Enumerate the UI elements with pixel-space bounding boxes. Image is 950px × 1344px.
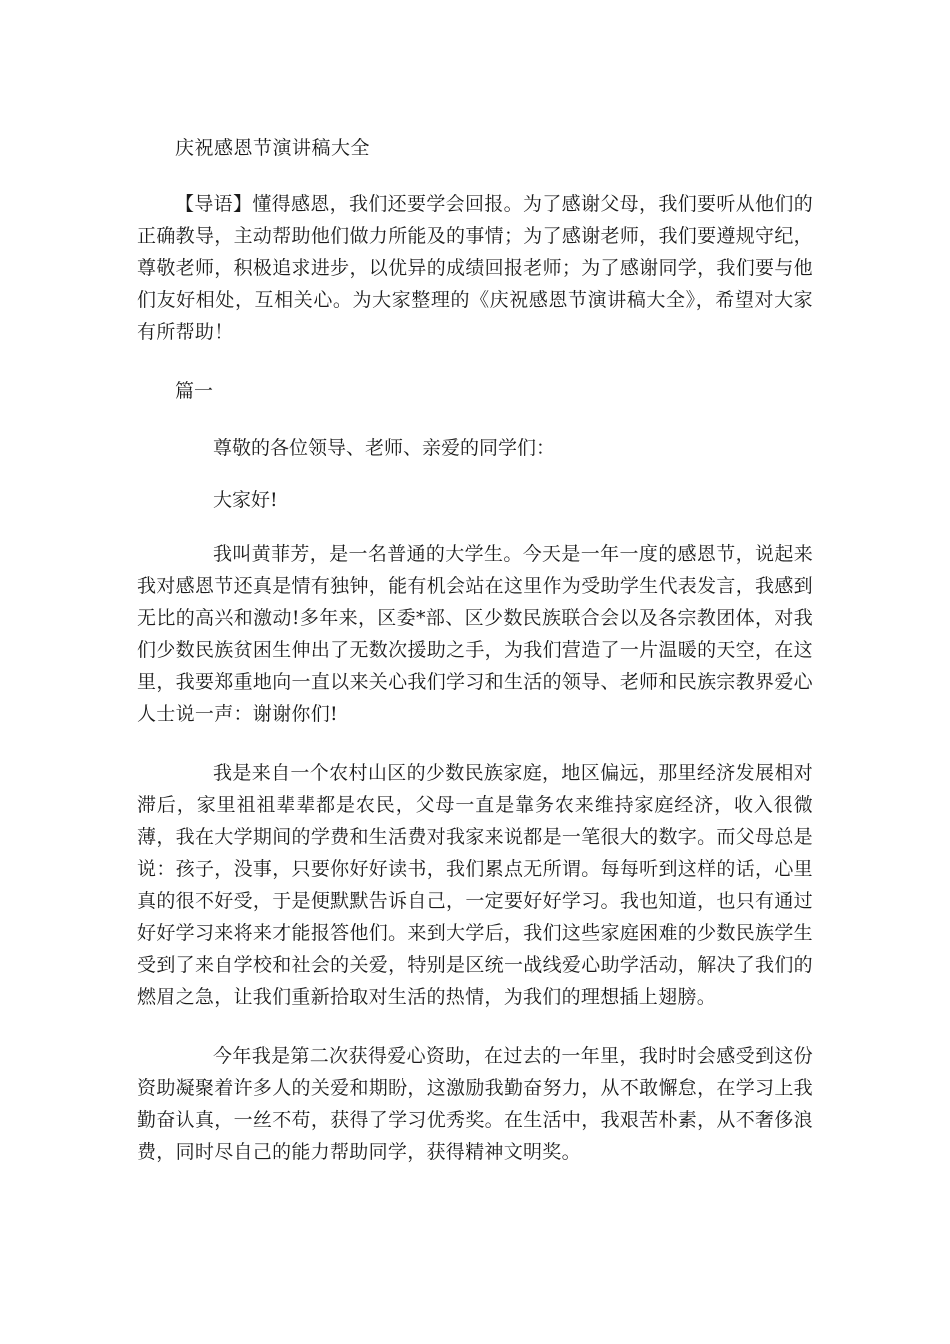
intro-paragraph: 【导语】懂得感恩，我们还要学会回报。为了感谢父母，我们要听从他们的正确教导，主动帮助他们做力所能及的事情；为了感谢老师，我们要遵规守纪，尊敬老师，积极追求进步，以优异的成绩回报老师；为了感谢同学，我们要与他们友好相处，互相关心。为大家整理的《庆祝感恩节演讲稿大全》，希望对大家有所帮助！ <box>137 193 813 343</box>
salutation-line: 尊敬的各位领导、老师、亲爱的同学们： <box>213 437 556 459</box>
body-paragraph: 今年我是第二次获得爱心资助，在过去的一年里，我时时会感受到这份资助凝聚着许多人的关爱和期盼，这激励我勤奋努力，从不敢懈怠，在学习上我勤奋认真，一丝不苟，获得了学习优秀奖。在生活中，我艰苦朴素，从不奢侈浪费，同时尽自己的能力帮助同学，获得精神文明奖。 <box>137 1045 813 1163</box>
section-heading: 篇一 <box>175 380 214 402</box>
greeting-line: 大家好! <box>213 489 278 511</box>
body-paragraph: 我是来自一个农村山区的少数民族家庭，地区偏远，那里经济发展相对滞后，家里祖祖辈辈都是农民，父母一直是靠务农来维持家庭经济，收入很微薄，我在大学期间的学费和生活费对我家来说都是一笔很大的数字。而父母总是说：孩子，没事，只要你好好读书，我们累点无所谓。每每听到这样的话，心里真的很不好受，于是便默默告诉自己，一定要好好学习。我也知道，也只有通过好好学习来将来才能报答他们。来到大学后，我们这些家庭困难的少数民族学生受到了来自学校和社会的关爱，特别是区统一战线爱心助学活动，解决了我们的燃眉之急，让我们重新拾取对生活的热情，为我们的理想插上翅膀。 <box>137 762 813 1008</box>
document-title: 庆祝感恩节演讲稿大全 <box>175 137 371 159</box>
body-paragraph: 我叫黄菲芳，是一名普通的大学生。今天是一年一度的感恩节，说起来我对感恩节还真是情有独钟，能有机会站在这里作为受助学生代表发言，我感到无比的高兴和激动!多年来，区委*部、区少数民族联合会以及各宗教团体，对我们少数民族贫困生伸出了无数次援助之手，为我们营造了一片温暖的天空，在这里，我要郑重地向一直以来关心我们学习和生活的领导、老师和民族宗教界爱心人士说一声：谢谢你们! <box>137 543 813 725</box>
